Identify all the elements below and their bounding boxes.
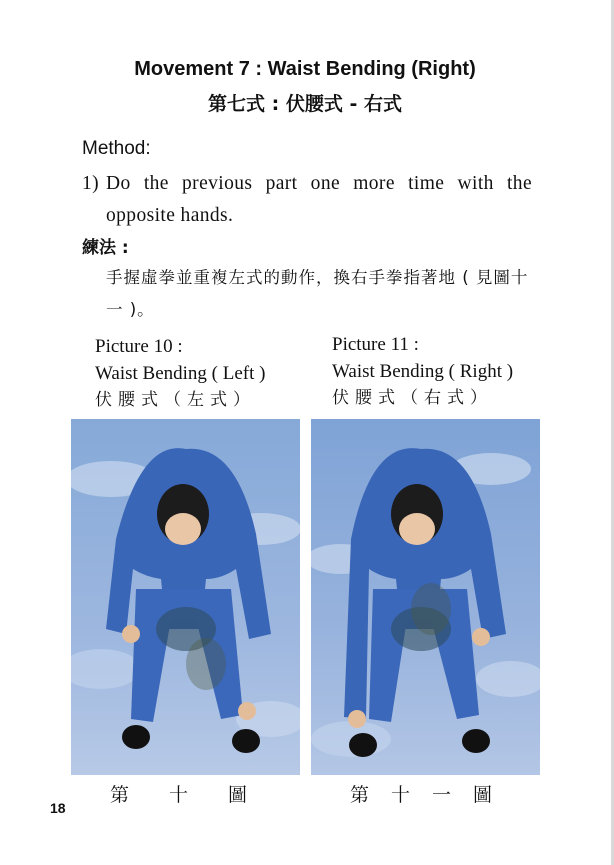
picture-10-title-chinese: 伏腰式（左式）: [95, 390, 256, 410]
lianfa-heading: 練法 :: [82, 238, 129, 258]
page-title-chinese: 第七式 : 伏腰式 - 右式: [208, 93, 402, 115]
figure-11-label: 第十一圖: [350, 784, 515, 806]
picture-10-caption: [95, 333, 265, 414]
method-step: [82, 168, 532, 232]
page-title: Movement 7 : Waist Bending (Right): [134, 58, 476, 80]
step-number: 1): [82, 173, 100, 194]
picture-11-title: Waist Bending ( Right ): [332, 361, 514, 382]
figure-10-label: 第十圖: [110, 784, 288, 806]
picture-11-title-chinese: 伏腰式（右式）: [332, 388, 493, 408]
page-number: 18: [50, 800, 66, 816]
lianfa-text: 手握虛拳並重複左式的動作，換右手拳指著地 ( 見圖十一 )。: [106, 268, 529, 319]
step-text: Do the previous part one more time with the opposite hands.: [106, 173, 532, 226]
picture-10-title: Waist Bending ( Left ): [95, 363, 266, 384]
photo-waist-bending-left: [71, 419, 300, 775]
picture-11-label: Picture 11 :: [332, 334, 419, 355]
photo-waist-bending-right: [311, 419, 540, 775]
picture-11-caption: [332, 331, 513, 412]
method-heading: Method:: [82, 138, 151, 159]
picture-10-label: Picture 10 :: [95, 336, 183, 357]
